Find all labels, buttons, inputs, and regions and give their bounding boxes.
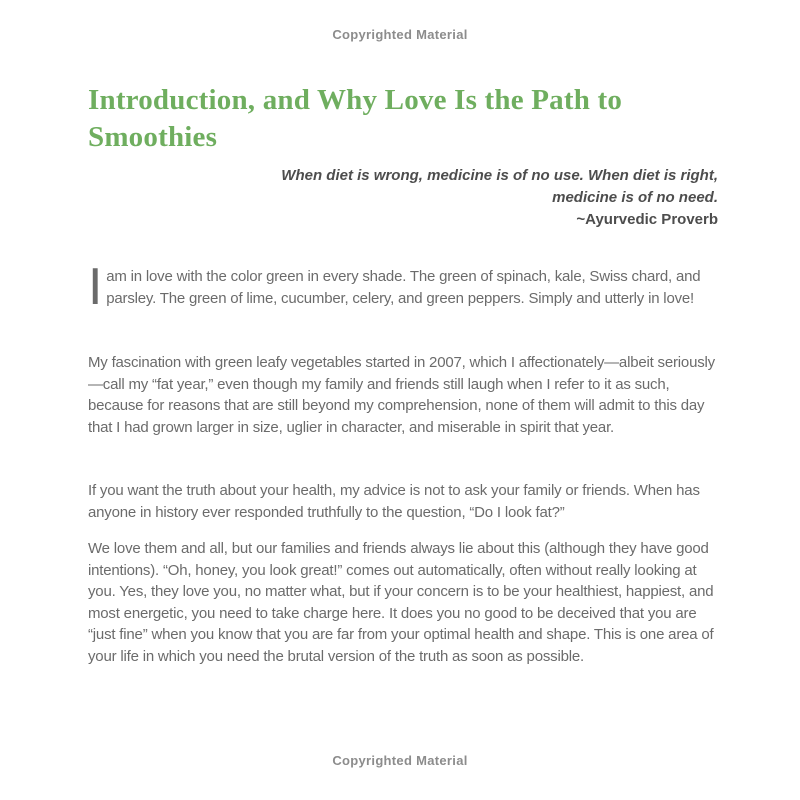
dropcap-letter: I xyxy=(88,258,103,316)
paragraph-2: My fascination with green leafy vegetables started in 2007, which I affectionately—albeit seriously—call my “fat year,” even though my family and friends still laugh when I refer to it as such, because for reasons that are still beyond my comprehension, none of them will admit to this day that I had grown larger in size, uglier in character, and miserable in spirit that year. xyxy=(88,354,715,436)
paragraph-1-text: am in love with the color green in every shade. The green of spinach, kale, Swiss chard, and parsley. The green of lime, cucumber, celery, and green peppers. Simply and utterly in love! xyxy=(106,268,701,307)
paragraph-3: If you want the truth about your health, my advice is not to ask your family or friends. When has anyone in history ever responded truthfully to the question, “Do I look fat?” xyxy=(88,482,700,521)
paragraph-4: We love them and all, but our families and friends always lie about this (although they have good intentions). “Oh, honey, you look great!” comes out automatically, often without really looking at you. Yes, they love you, no matter what, but if your concern is to be your healthiest, happiest, and most energetic, you need to take charge here. It does you no good to be deceived that you are “just fine” when you know that you are far from your optimal health and shape. This is one area of your life in which you need the brutal version of the truth as soon as possible. xyxy=(88,540,714,665)
chapter-title-line-2: Smoothies xyxy=(88,121,218,153)
chapter-title xyxy=(88,82,728,156)
epigraph-quote-line-2: medicine is of no need. xyxy=(552,189,718,206)
paragraph-1 xyxy=(88,258,724,316)
epigraph-quote-line-1: When diet is wrong, medicine is of no use. When diet is right, xyxy=(281,167,718,184)
copyright-notice-bottom: Copyrighted Material xyxy=(332,753,468,768)
epigraph-attribution: ~Ayurvedic Proverb xyxy=(576,211,718,228)
copyright-notice-top: Copyrighted Material xyxy=(332,27,468,42)
epigraph xyxy=(88,165,718,231)
chapter-title-line-1: Introduction, and Why Love Is the Path to xyxy=(88,84,623,116)
